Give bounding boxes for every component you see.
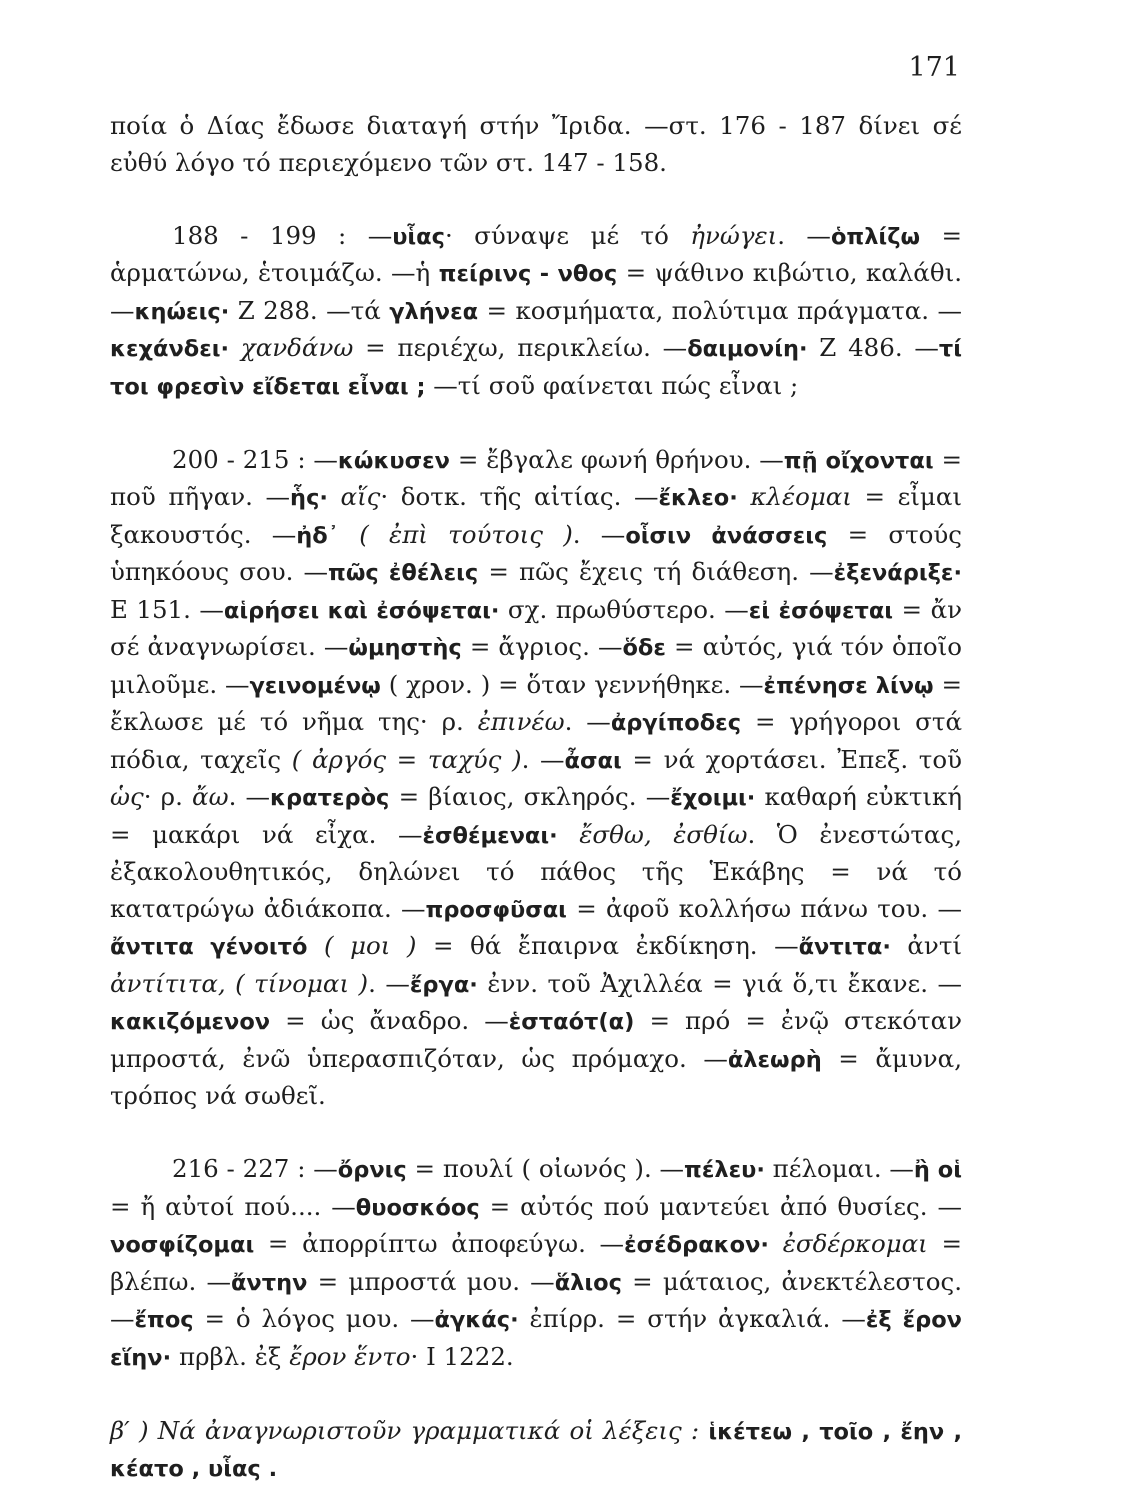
lemma: γλήνεα [389, 298, 479, 325]
lemma: ἐπένησε λίνῳ [763, 672, 934, 699]
paragraph: 188 - 199 : —υἷας· σύναψε μέ τό ἠνώγει. —ὁπλίζω = ἁρματώνω, ἑτοιμάζω. —ἡ πείρινς - νθος = ψάθινο κιβώτιο, καλάθι. —κηώεις· Ζ 288. —τά γλήνεα = κοσμήματα, πολύτιμα πράγματα. —κεχάνδει· χανδάνω = περιέχω, περικλείω. —δαιμονίη· Ζ 486. —τί τοι φρεσὶν εἴδεται εἶναι ; —τί σοῦ φαίνεται πώς εἶναι ; [110, 220, 963, 400]
lemma: ἀργίποδες [610, 710, 742, 736]
lemma: υἷας [392, 223, 445, 250]
lemma: ἐσθέμεναι· [422, 822, 558, 849]
lemma: ὁπλίζω [830, 223, 921, 250]
lemma: ὄρνις [337, 1157, 407, 1183]
lemma: κεχάνδει· [110, 336, 230, 362]
lemma: κηώεις· [134, 298, 230, 325]
lemma: ἱκέτεω , τοῖο , ἔην , κέατο , υἷας . [110, 1418, 963, 1482]
italic-form: ( ἀργός = ταχύς ) [291, 744, 522, 774]
lemma: ἅλιος [554, 1269, 622, 1296]
lemma: ἐξενάριξε· [833, 560, 962, 586]
lemma: κρατερὸς [270, 785, 390, 811]
lemma: πῶς ἐθέλεις [328, 560, 479, 586]
italic-form: ἠνώγει [690, 220, 778, 250]
paragraph: 200 - 215 : —κώκυσεν = ἔβγαλε φωνή θρήνου. —πῇ οἴχονται = ποῦ πῆγαν. —ἧς· αἵς· δοτκ. τῆς αἰτίας. —ἔκλεο· κλέομαι = εἶμαι ξακουστός. —ἠδ᾽ ( ἐπὶ τούτοις ). —οἷσιν ἀνάσσεις = στούς ὑπηκόους σου. —πῶς ἐθέλεις = πῶς ἔχεις τή διάθεση. —ἐξενάριξε· Ε 151. —αἱρήσει καὶ ἐσόψεται· σχ. πρωθύστερο. —εἰ ἐσόψεται = ἄν σέ ἀναγνωρίσει. —ὠμηστὴς = ἄγριος. —ὅδε = αὐτός, γιά τόν ὁποῖο μιλοῦμε. —γεινομένῳ ( χρον. ) = ὅταν γεννήθηκε. —ἐπένησε λίνῳ = ἔκλωσε μέ τό νῆμα της· ρ. ἐπινέω. —ἀργίποδες = γρήγοροι στά πόδια, ταχεῖς ( ἀργός = ταχύς ). —ἆσαι = νά χορτάσει. Ἐπεξ. τοῦ ὡς· ρ. ἄω. —κρατερὸς = βίαιος, σκληρός. —ἔχοιμι· καθαρή εὐκτική = μακάρι νά εἶχα. —ἐσθέμεναι· ἔσθω, ἐσθίω. Ὁ ἐνεστώτας, ἐξακολουθητικός, δηλώνει τό πάθος τῆς Ἑκάβης = νά τό κατατρώγω ἀδιάκοπα. —προσφῦσαι = ἀφοῦ κολλήσω πάνω του. —ἄντιτα γένοιτό ( μοι ) = θά ἔπαιρνα ἐκδίκηση. —ἄντιτα· ἀντί ἀντίτιτα, ( τίνομαι ). —ἔργα· ἐνν. τοῦ Ἀχιλλέα = γιά ὅ,τι ἔκανε. —κακιζόμενον = ὡς ἄναδρο. —ἑσταότ(α) = πρό = ἐνῷ στεκόταν μπροστά, ἐνῶ ὑπερασπιζόταν, ὡς πρόμαχο. —ἀλεωρὴ = ἄμυνα, τρόπος νά σωθεῖ. [110, 444, 963, 1110]
lemma: ἔργα· [409, 971, 478, 998]
italic-form: χανδάνω [240, 333, 354, 362]
page-number: 171 [908, 52, 960, 83]
lemma: τί τοι φρεσὶν εἴδεται εἶναι ; [110, 336, 963, 400]
lemma: αἱρήσει καὶ ἐσόψεται· [223, 597, 500, 624]
italic-form: ἄω [192, 782, 229, 811]
lemma: ἔπος [134, 1307, 194, 1333]
italic-form: ἐπινέω [477, 707, 565, 736]
lemma: ἀγκάς· [434, 1307, 519, 1333]
italic-form: ὡς [110, 782, 144, 811]
lemma: ἔχοιμι· [670, 785, 756, 811]
italic-form: ἔρον ἕντο [289, 1341, 411, 1371]
lemma: ἠδ᾽ [296, 522, 340, 549]
lemma: ἧς· [290, 485, 328, 511]
lemma: κακιζόμενον [110, 1009, 271, 1035]
lemma: κώκυσεν [337, 447, 450, 474]
lemma: ἑσταότ(α) [508, 1009, 635, 1035]
lemma: ἐσέδρακον· [624, 1232, 769, 1258]
lemma: πῇ οἴχονται [783, 447, 934, 474]
italic-form: ἔσθω, ἐσθίω [579, 819, 748, 849]
lemma: ἐξ ἔρον εἵην· [110, 1307, 962, 1371]
lemma: ἆσαι [564, 747, 622, 774]
commentary-text [110, 108, 962, 1488]
italic-form: ( ἐπὶ τούτοις ) [359, 519, 573, 549]
lemma: ἄντιτα· [798, 934, 891, 960]
lemma: ἄντην [230, 1269, 308, 1296]
lemma: ἄντιτα γένοιτό [110, 934, 308, 960]
lemma: προσφῦσαι [425, 896, 567, 923]
italic-form: ἐσδέρκομαι [782, 1229, 928, 1258]
lemma: νοσφίζομαι [110, 1232, 255, 1258]
italic-form: κλέομαι [750, 482, 852, 511]
lemma: εἰ ἐσόψεται [748, 597, 894, 624]
lemma: οἷσιν ἀνάσσεις [625, 522, 828, 549]
lemma: θυοσκόος [355, 1194, 480, 1221]
paragraph: 216 - 227 : —ὄρνις = πουλί ( οἰωνός ). —πέλευ· πέλομαι. —ἢ οἱ = ἤ αὐτοί πού.... —θυοσκόος = αὐτός πού μαντεύει ἀπό θυσίες. —νοσφίζομαι = ἀπορρίπτω ἀποφεύγω. —ἐσέδρακον· ἐσδέρκομαι = βλέπω. —ἄντην = μπροστά μου. —ἅλιος = μάταιος, ἀνεκτέλεστος. —ἔπος = ὁ λόγος μου. —ἀγκάς· ἐπίρρ. = στήν ἀγκαλιά. —ἐξ ἔρον εἵην· πρβλ. ἐξ ἔρον ἕντο· Ι 1222. [110, 1154, 962, 1371]
lemma: γεινομένῳ [249, 672, 381, 699]
lemma: πέλευ· [684, 1157, 765, 1183]
italic-form: ( μοι ) [324, 931, 417, 960]
paragraph: ποία ὁ Δίας ἔδωσε διαταγή στήν Ἴριδα. —στ. 176 - 187 δίνει σέ εὐθύ λόγο τό περιεχόμενο τῶν στ. 147 - 158. [110, 111, 962, 177]
italic-form: αἵς [340, 482, 381, 511]
italic-form: ἀντίτιτα, ( τίνομαι ) [110, 968, 369, 998]
lemma: ὅδε [622, 635, 666, 661]
lemma: πείρινς - νθος [438, 261, 618, 287]
lemma: ὠμηστὴς [348, 635, 462, 661]
exercise: β′ ) Νά ἀναγνωριστοῦν γραμματικά οἱ λέξεις : ἱκέτεω , τοῖο , ἔην , κέατο , υἷας . [110, 1415, 963, 1482]
lemma: δαιμονίη· [687, 336, 808, 362]
lemma: ἔκλεο· [658, 485, 738, 511]
lemma: ἀλεωρὴ [727, 1046, 822, 1073]
lemma: ἢ οἱ [913, 1157, 962, 1183]
